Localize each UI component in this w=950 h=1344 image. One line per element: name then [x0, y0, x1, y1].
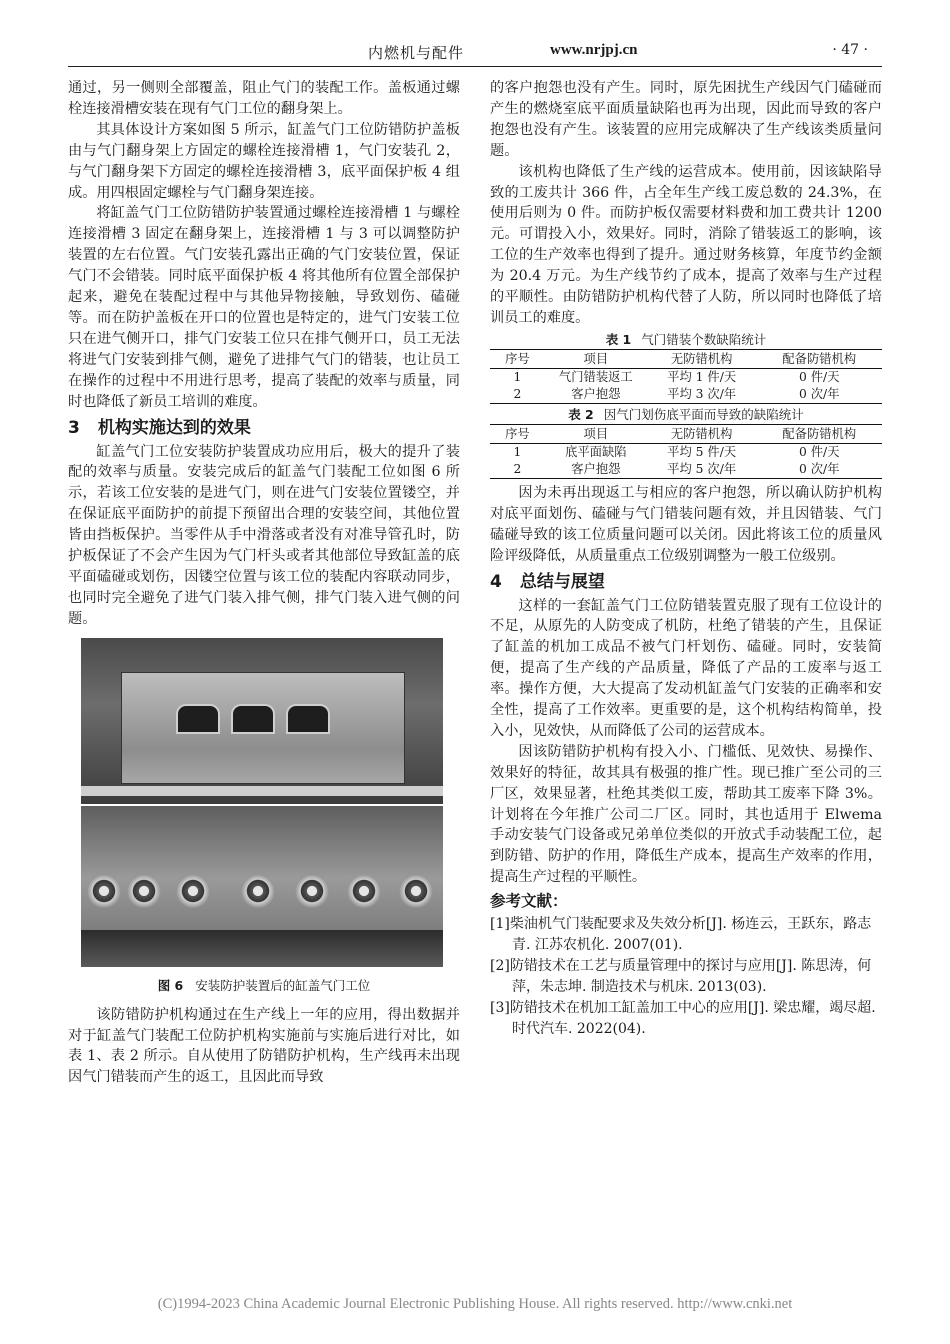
- column-header: 配备防错机构: [757, 349, 882, 368]
- paragraph: 其具体设计方案如图 5 所示，缸盖气门工位防错防护盖板由与气门翻身架上方固定的螺栓连接滑槽 1，气门安装孔 2，与气门翻身架下方固定的螺栓连接滑槽 3，底平面保护板 4 组成。用四根固定螺栓与气门翻身架连接。: [68, 121, 460, 201]
- copyright-footer: (C)1994-2023 China Academic Journal Electronic Publishing House. All rights reserved. http://www.cnki.net: [157, 1296, 793, 1312]
- table-row: [490, 368, 882, 386]
- left-column: [68, 78, 460, 1088]
- journal-website[interactable]: www.nrjpj.cn: [550, 42, 638, 58]
- table-caption-text: 气门错装个数缺陷统计: [641, 331, 767, 347]
- plate-opening: [176, 704, 220, 734]
- table-row: [490, 443, 882, 461]
- valve-seat: [176, 874, 210, 908]
- paragraph: 因为未再出现返工与相应的客户抱怨，所以确认防护机构对底平面划伤、磕碰与气门错装问题有效，并且因错装、气门磕碰导致的该工位质量问题可以关闭。因此将该工位的质量风险评级降低，从质量重点工位级别调整为一般工位级别。: [490, 484, 882, 564]
- valve-seat: [241, 874, 275, 908]
- table-cell: 客户抱怨: [545, 386, 647, 404]
- section-number: 4: [490, 571, 502, 592]
- table-cell: 2: [490, 386, 545, 404]
- valve-seat: [399, 874, 433, 908]
- paragraph: 该机构也降低了生产线的运营成本。使用前，因该缺陷导致的工废共计 366 件，占全年生产线工废总数的 24.3%，在使用后则为 0 件。而防护板仅需要材料费和加工费共计 1200 元。可谓投入小，效果好。同时，消除了错装返工的影响，该工位的生产效率也得到了提升。通过财务核算，年度节约金额为 20.4 万元。为生产线节约了成本，提高了效率与生产过程的平顺性。由防错防护机构代替了人防，所以同时也降低了培训员工的难度。: [490, 163, 882, 326]
- section-heading-3: [68, 416, 460, 440]
- right-column: [490, 78, 882, 1040]
- table-cell: 平均 5 次/年: [647, 461, 757, 479]
- table-cell: 平均 5 件/天: [667, 444, 737, 459]
- table-cell: 0 次/年: [757, 386, 882, 404]
- table-1: [490, 349, 882, 404]
- valve-station-photo: [81, 638, 443, 967]
- figure-label: 图 6: [157, 977, 184, 993]
- figure-6: [68, 638, 460, 995]
- paragraph: 通过，另一侧则全部覆盖，阻止气门的装配工作。盖板通过螺栓连接滑槽安装在现有气门工位的翻身架上。: [68, 80, 460, 117]
- section-title: 机构实施达到的效果: [97, 417, 251, 438]
- paragraph: 这样的一套缸盖气门工位防错装置克服了现有工位设计的不足，从原先的人防变成了机防，杜绝了错装的产生，且保证了缸盖的机加工成品不被气门杆划伤、磕碰。同时，安装简便，提高了生产线的产品质量，降低了产品的工废率与返工率。操作方便，大大提高了发动机缸盖气门安装的正确率和安全性，提高了工作效率。更重要的是，这个机构结构简单，投入小，见效快，从而降低了公司的运营成本。: [490, 597, 882, 739]
- reference-item: [1]柴油机气门装配要求及失效分析[J]. 杨连云，王跃东，路志青. 江苏农机化. 2007(01).: [490, 916, 872, 954]
- column-header: 无防错机构: [647, 349, 757, 368]
- column-header: 项目: [545, 424, 647, 443]
- journal-name: 内燃机与配件: [368, 44, 465, 62]
- figure-caption: [68, 977, 460, 995]
- section-title: 总结与展望: [519, 571, 605, 592]
- table-header-row: [490, 349, 882, 368]
- table-cell: 0 件/天: [799, 444, 840, 459]
- table-cell: 1: [513, 444, 522, 459]
- reference-item: [2]防错技术在工艺与质量管理中的探讨与应用[J]. 陈思涛，何萍，朱志坤. 制造技术与机床. 2013(03).: [490, 958, 872, 996]
- column-header: 序号: [490, 424, 545, 443]
- section-heading-4: [490, 570, 882, 594]
- column-header: 序号: [490, 349, 545, 368]
- paragraph: 因该防错防护机构有投入小、门槛低、见效快、易操作、效果好的特征，故其具有极强的推广性。现已推广至公司的三厂区，效果显著，杜绝其类似工废，帮助其工废率下降 3%。计划将在今年推广公司二厂区。同时，其也适用于 Elwema 手动安装气门设备或兄弟单位类似的开放式手动装配工位，起到防错、防护的作用，降低生产成本，提高生产效率的作用，提高生产过程的平顺性。: [490, 743, 882, 886]
- figure-caption-text: 安装防护装置后的缸盖气门工位: [195, 977, 371, 993]
- table-cell: 1: [513, 369, 522, 384]
- table-cell: 平均 1 件/天: [667, 369, 737, 384]
- reference-item: [3]防错技术在机加工缸盖加工中心的应用[J]. 梁忠耀，竭尽超. 时代汽车. 2022(04).: [490, 1000, 876, 1038]
- photo-divider: [81, 786, 443, 796]
- table-cell: 客户抱怨: [545, 461, 647, 479]
- paragraph: 将缸盖气门工位防错防护装置通过螺栓连接滑槽 1 与螺栓连接滑槽 3 固定在翻身架上，连接滑槽 1 与 3 可以调整防护装置的左右位置。气门安装孔露出正确的气门安装位置，保证气门不会错装。同时底平面保护板 4 将其他所有位置全部保护起来，避免在装配过程中与其他异物接触，导致划伤、磕碰等。而在防护盖板在开口的位置也是特定的，进气门安装工位只在进气侧开口，排气门安装工位只在排气侧开口，员工无法将进气门安装到排气侧，避免了进排气气门的错装，也让员工在操作的过程中不用进行思考，提高了装配的效率与质量，同时也降低了新员工培训的难度。: [68, 205, 460, 410]
- table-header-row: [490, 424, 882, 443]
- valve-seat: [87, 874, 121, 908]
- table-1-caption: [490, 331, 882, 348]
- photo-rail: [81, 930, 443, 967]
- paragraph: 该防错防护机构通过在生产线上一年的应用，得出数据并对于缸盖气门装配工位防护机构实施前与实施后进行对比，如表 1、表 2 所示。自从使用了防错防护机构，生产线再未出现因气门错装而产生的返工，且因此而导致: [68, 1006, 460, 1086]
- table-row: [490, 461, 882, 479]
- valve-seat: [295, 874, 329, 908]
- plate-opening: [286, 704, 330, 734]
- table-cell: 底平面缺陷: [565, 444, 627, 459]
- paragraph: 的客户抱怨也没有产生。同时，原先困扰生产线因气门磕碰而产生的燃烧室底平面质量缺陷也再为出现，因此而导致的客户抱怨也没有产生。该装置的应用完成解决了生产线该类质量问题。: [490, 80, 882, 159]
- table-cell: 0 件/天: [799, 369, 840, 384]
- references-heading: 参考文献：: [490, 892, 568, 911]
- column-header: 无防错机构: [647, 424, 757, 443]
- valve-seat: [347, 874, 381, 908]
- column-header: 配备防错机构: [757, 424, 882, 443]
- page-header: [68, 36, 882, 67]
- page-number: · 47 ·: [832, 42, 868, 58]
- table-cell: 气门错装返工: [558, 369, 633, 384]
- table-cell: 平均 3 次/年: [647, 386, 757, 404]
- paragraph: 缸盖气门工位安装防护装置成功应用后，极大的提升了装配的效率与质量。安装完成后的缸盖气门装配工位如图 6 所示，若该工位安装的是进气门，则在进气门安装位置镂空，并在保证底平面防护的前提下预留出合理的安装空间，其他位置皆由挡板保护。当零件从手中滑落或者没有对准导管孔时，防护板保证了不会产生因为气门杆头或者其他部位导致缸盖的底平面磕碰或划伤，因镂空位置与该工位的装配内容联动同步，也同时完全避免了进气门装入排气侧，排气门装入进气侧的问题。: [68, 443, 460, 627]
- table-row: [490, 386, 882, 404]
- section-number: 3: [68, 417, 80, 438]
- table-2-caption: [490, 406, 882, 423]
- column-header: 项目: [545, 349, 647, 368]
- table-cell: 2: [490, 461, 545, 479]
- table-label: 表 1: [605, 331, 632, 347]
- table-cell: 0 次/年: [757, 461, 882, 479]
- table-2: [490, 424, 882, 479]
- valve-seat: [127, 874, 161, 908]
- table-label: 表 2: [568, 406, 594, 422]
- table-caption-text: 因气门划伤底平面而导致的缺陷统计: [603, 406, 804, 422]
- plate-opening: [231, 704, 275, 734]
